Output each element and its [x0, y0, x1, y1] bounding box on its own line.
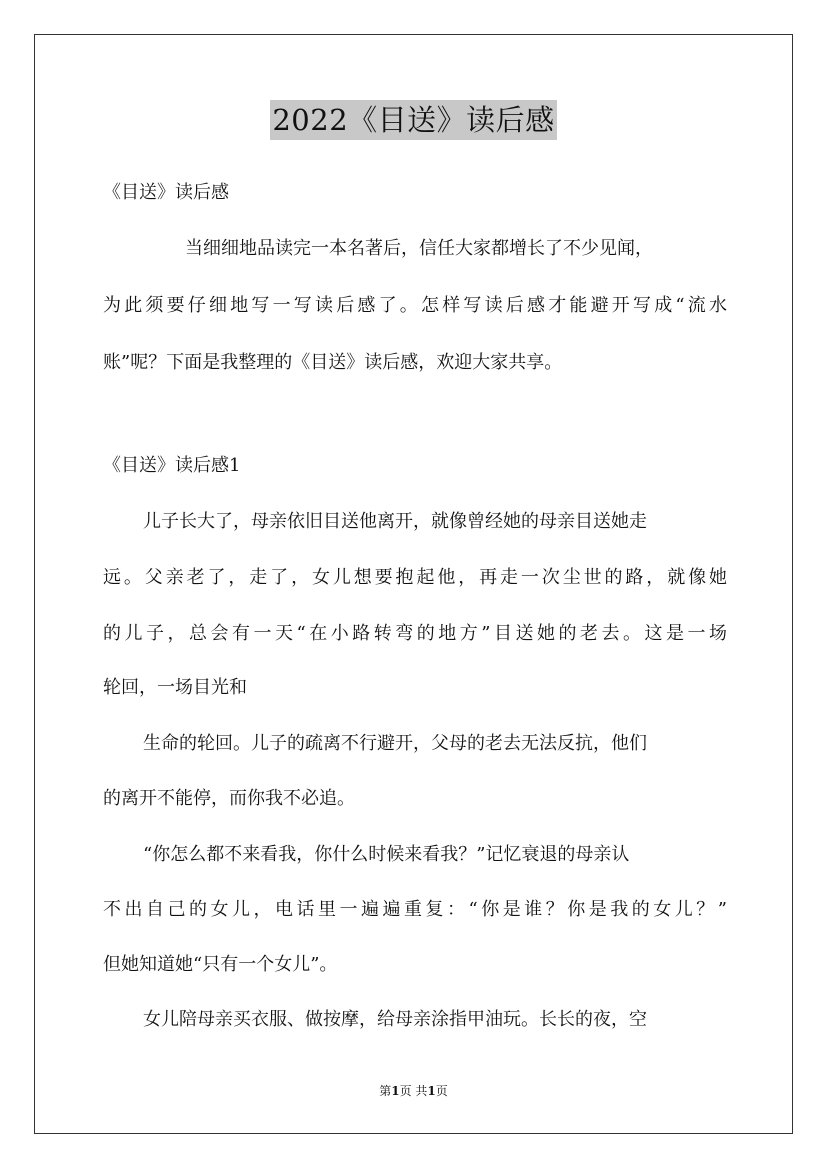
body-line: 轮回，一场目光和	[103, 677, 247, 698]
document-title: 2022《目送》读后感	[270, 100, 556, 140]
body-line: 儿子长大了，母亲依旧目送他离开，就像曾经她的母亲目送她走	[143, 511, 647, 532]
section-heading: 《目送》读后感1	[103, 455, 241, 476]
intro-line: 账”呢？下面是我整理的《目送》读后感，欢迎大家共享。	[103, 352, 563, 373]
body-line: “你怎么都不来看我，你什么时候来看我？”记忆衰退的母亲认	[143, 844, 630, 865]
body-line: 远。父亲老了，走了，女儿想要抱起他，再走一次尘世的路，就像她	[103, 567, 727, 588]
intro-line: 当细细地品读完一本名著后，信任大家都增长了不少见闻，	[185, 238, 653, 259]
body-line: 不出自己的女儿，电话里一遍遍重复：“你是谁？你是我的女儿？”	[103, 899, 727, 920]
page-footer	[0, 1083, 827, 1099]
body-line: 生命的轮回。儿子的疏离不行避开，父母的老去无法反抗，他们	[143, 733, 647, 754]
body-line: 的离开不能停，而你我不必追。	[103, 788, 355, 809]
body-line: 的儿子，总会有一天“在小路转弯的地方”目送她的老去。这是一场	[103, 623, 727, 644]
footer-current-page: 1	[391, 1084, 400, 1098]
footer-total-pages: 1	[427, 1084, 436, 1098]
footer-prefix: 第	[379, 1084, 392, 1098]
body-line: 但她知道她“只有一个女儿”。	[103, 954, 338, 975]
document-subtitle: 《目送》读后感	[103, 182, 229, 203]
body-line: 女儿陪母亲买衣服、做按摩，给母亲涂指甲油玩。长长的夜，空	[143, 1009, 647, 1030]
footer-mid: 页 共	[399, 1084, 428, 1098]
title-container	[0, 100, 827, 140]
intro-line: 为此须要仔细地写一写读后感了。怎样写读后感才能避开写成“流水	[103, 295, 727, 316]
footer-suffix: 页	[435, 1084, 448, 1098]
